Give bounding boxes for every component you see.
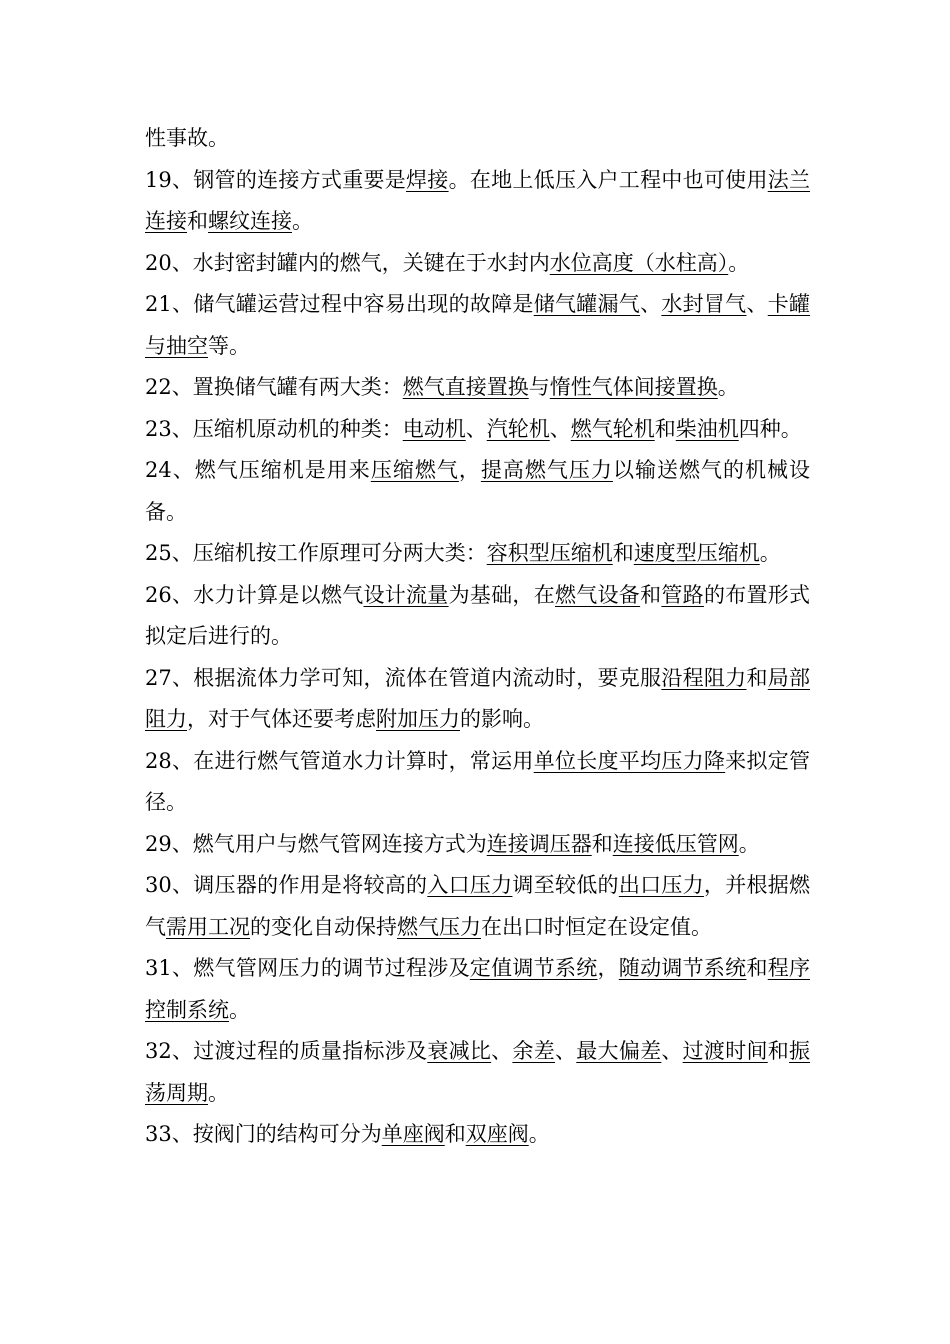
text-segment: 在出口时恒定在设定值。 — [481, 914, 712, 939]
paragraph — [145, 1031, 810, 1114]
underlined-answer: 惰性气体间接置换 — [549, 375, 718, 399]
text-segment: 31、燃气管网压力的调节过程涉及 — [145, 956, 470, 980]
underlined-answer: 水位高度（水柱高） — [549, 250, 729, 275]
paragraph — [145, 1114, 810, 1156]
text-segment: 和 — [591, 831, 613, 856]
paragraph — [145, 948, 810, 1031]
text-segment: 20、水封密封罐内的燃气，关键在于水封内 — [145, 250, 550, 275]
text-segment: 四种。 — [738, 416, 802, 441]
text-segment: 和 — [640, 582, 662, 607]
underlined-answer: 双座阀 — [465, 1122, 529, 1146]
underlined-answer: 衰减比 — [427, 1039, 492, 1063]
paragraph — [145, 741, 810, 824]
paragraph — [145, 160, 810, 243]
text-segment: 29、燃气用户与燃气管网连接方式为 — [145, 831, 487, 856]
underlined-answer: 程序控制系统 — [145, 956, 811, 1022]
text-segment: 和 — [746, 956, 768, 980]
paragraph — [145, 450, 810, 533]
text-segment: 、 — [491, 1039, 513, 1063]
paragraph — [145, 824, 810, 866]
underlined-answer: 卡罐与抽空 — [145, 292, 811, 358]
underlined-answer: 水封冒气 — [661, 292, 747, 316]
text-segment: 。 — [759, 541, 781, 565]
text-segment: 为基础，在 — [448, 582, 555, 607]
underlined-answer: 燃气设备 — [554, 582, 641, 607]
text-segment: 性事故。 — [145, 126, 229, 150]
underlined-answer: 提高燃气压力 — [480, 458, 613, 482]
underlined-answer: 单座阀 — [381, 1122, 445, 1146]
text-segment: 。 — [229, 997, 250, 1022]
underlined-answer: 压缩燃气 — [370, 458, 459, 482]
text-segment: 28、在进行燃气管道水力计算时，常运用 — [145, 748, 534, 773]
text-segment: 等。 — [208, 333, 250, 358]
text-segment: 。 — [292, 209, 313, 233]
text-segment: 。 — [528, 1122, 550, 1146]
text-segment: 与 — [528, 375, 550, 399]
text-segment: 24、燃气压缩机是用来 — [145, 458, 371, 482]
text-segment: 22、置换储气罐有两大类： — [145, 375, 403, 399]
underlined-answer: 附加压力 — [376, 707, 460, 731]
text-segment: 21、储气罐运营过程中容易出现的故障是 — [145, 292, 534, 316]
text-segment: ，并根据燃气 — [145, 873, 811, 939]
underlined-answer: 单位长度平均压力降 — [533, 748, 726, 773]
text-segment: 33、按阀门的结构可分为 — [145, 1122, 382, 1146]
underlined-answer: 储气罐漏气 — [533, 292, 641, 316]
underlined-answer: 最大偏差 — [576, 1039, 662, 1063]
paragraph — [145, 409, 810, 451]
underlined-answer: 燃气直接置换 — [402, 375, 529, 399]
text-segment: 和 — [746, 665, 768, 690]
underlined-answer: 螺纹连接 — [208, 209, 292, 233]
text-segment: 、 — [640, 292, 662, 316]
text-segment: 的影响。 — [460, 707, 544, 731]
underlined-answer: 法兰连接 — [145, 167, 811, 233]
text-segment: 和 — [654, 416, 676, 441]
text-segment: 30、调压器的作用是将较高的 — [145, 873, 428, 897]
underlined-answer: 入口压力 — [427, 873, 513, 897]
paragraph — [145, 367, 810, 409]
underlined-answer: 焊接 — [406, 167, 449, 192]
text-segment: 的布置形式拟定后进行的。 — [145, 582, 811, 648]
text-segment: 。 — [728, 250, 750, 275]
underlined-answer: 速度型压缩机 — [633, 541, 760, 565]
text-segment: 调至较低的 — [512, 873, 619, 897]
text-segment: 的变化自动保持 — [250, 914, 397, 939]
text-segment: 以输送燃气的机械设备。 — [145, 458, 811, 524]
text-segment: 23、压缩机原动机的种类： — [145, 416, 403, 441]
underlined-answer: 管路 — [661, 582, 704, 607]
underlined-answer: 沿程阻力 — [661, 665, 747, 690]
text-segment: 26、水力计算是以燃气 — [145, 582, 364, 607]
text-segment: 。 — [738, 831, 760, 856]
underlined-answer: 汽轮机 — [486, 416, 550, 441]
underlined-answer: 过渡时间 — [682, 1039, 768, 1063]
text-segment: 、 — [549, 416, 571, 441]
text-segment: 和 — [612, 541, 634, 565]
underlined-answer: 电动机 — [402, 416, 466, 441]
underlined-answer: 容积型压缩机 — [486, 541, 613, 565]
underlined-answer: 振荡周期 — [145, 1039, 811, 1105]
text-segment: 和 — [444, 1122, 466, 1146]
text-segment: 27、根据流体力学可知，流体在管道内流动时，要克服 — [145, 665, 662, 690]
paragraph — [145, 575, 810, 658]
paragraph — [145, 865, 810, 948]
underlined-answer: 连接调压器 — [486, 831, 592, 856]
text-segment: ， — [458, 458, 481, 482]
text-segment: ，对于气体还要考虑 — [187, 707, 376, 731]
underlined-answer: 局部阻力 — [145, 665, 811, 731]
text-segment: ， — [597, 956, 619, 980]
text-segment: 、 — [746, 292, 768, 316]
paragraph — [145, 658, 810, 741]
underlined-answer: 余差 — [512, 1039, 555, 1063]
underlined-answer: 定值调节系统 — [469, 956, 598, 980]
text-segment: 、 — [465, 416, 487, 441]
underlined-answer: 连接低压管网 — [612, 831, 739, 856]
text-segment: 。在地上低压入户工程中也可使用 — [448, 167, 768, 192]
underlined-answer: 随动调节系统 — [618, 956, 747, 980]
text-segment: 和 — [187, 209, 208, 233]
underlined-answer: 燃气轮机 — [570, 416, 655, 441]
paragraph — [145, 118, 810, 160]
text-segment: 32、过渡过程的质量指标涉及 — [145, 1039, 428, 1063]
text-segment: 来拟定管径。 — [145, 748, 810, 814]
paragraph — [145, 243, 810, 285]
document-page — [145, 118, 810, 1156]
paragraph — [145, 533, 810, 575]
text-segment: 。 — [717, 375, 739, 399]
underlined-answer: 出口压力 — [618, 873, 704, 897]
paragraph — [145, 284, 810, 367]
underlined-answer: 柴油机 — [675, 416, 739, 441]
text-segment: 、 — [661, 1039, 683, 1063]
text-segment: 25、压缩机按工作原理可分两大类： — [145, 541, 487, 565]
underlined-answer: 燃气压力 — [397, 914, 481, 939]
text-segment: 19、钢管的连接方式重要是 — [145, 167, 407, 192]
text-segment: 、 — [554, 1039, 577, 1063]
underlined-answer: 设计流量 — [363, 582, 449, 607]
text-segment: 和 — [767, 1039, 790, 1063]
underlined-answer: 需用工况 — [166, 914, 250, 939]
text-segment: 。 — [208, 1080, 229, 1105]
